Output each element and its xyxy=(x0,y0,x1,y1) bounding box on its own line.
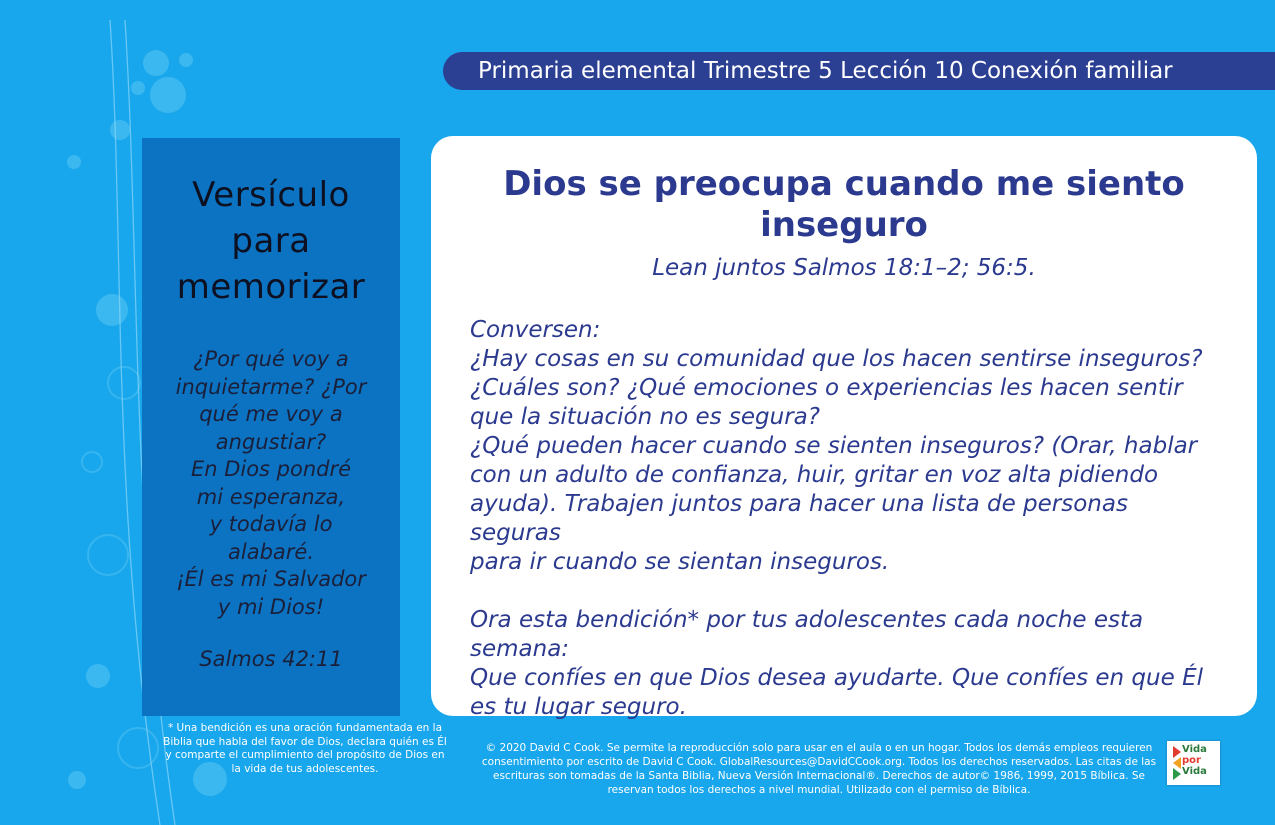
memory-title-line: Versículo xyxy=(192,175,350,215)
paragraph-gap xyxy=(470,577,1220,606)
verse-line: mi esperanza, xyxy=(196,484,346,509)
body-line: que la situación no es segura? xyxy=(470,404,820,430)
verse-line: y mi Dios! xyxy=(217,594,325,619)
body-line: para ir cuando se sientan inseguros. xyxy=(470,549,890,575)
verse-line: ¿Por qué voy a xyxy=(193,347,349,371)
lesson-body xyxy=(470,316,1220,722)
body-line: es tu lugar seguro. xyxy=(470,694,687,720)
body-line: Que confíes en que Dios desea ayudarte. Que confíes en que Él xyxy=(470,665,1203,691)
copyright-notice: © 2020 David C Cook. Se permite la reproducción solo para usar en el aula o en un hogar. Todos los demás empleos requieren consentimiento por escrito de David C Cook. GlobalResources@DavidCCook.org. Todos los derechos reservados. Las citas de las escrituras son tomadas de la Santa Biblia, Nueva Versión Internacional®. Derechos de autor© 1986, 1999, 2015 Bíblica. Se reservan todos los derechos a nivel mundial. Utilizado con el permiso de Bíblica. xyxy=(481,742,1157,796)
verse-line: inquietarme? ¿Por xyxy=(175,374,367,399)
logo-line: por xyxy=(1182,755,1201,766)
body-line: ¿Cuáles son? ¿Qué emociones o experiencias les hacen sentir xyxy=(470,375,1183,401)
verse-line: y todavía lo xyxy=(209,512,333,536)
verse-line: angustiar? xyxy=(215,429,327,454)
lesson-card xyxy=(431,136,1257,720)
blessing-footnote: * Una bendición es una oración fundamentada en la Biblia que habla del favor de Dios, declara quién es Él y comparte el cumplimiento del propósito de Dios en la vida de tus adolescentes. xyxy=(163,722,447,775)
body-line: ayuda). Trabajen juntos para hacer una lista de personas seguras xyxy=(470,491,1128,546)
memory-verse-text xyxy=(142,346,400,621)
lesson-banner xyxy=(443,52,1275,90)
logo-line: Vida xyxy=(1182,766,1207,777)
memory-title-line: memorizar xyxy=(176,267,366,307)
memory-verse-panel xyxy=(142,138,400,716)
logo-text xyxy=(1182,744,1207,777)
verse-reference: Salmos 42:11 xyxy=(199,647,343,671)
memory-title-line: para xyxy=(231,221,311,261)
logo-line: Vida xyxy=(1182,744,1207,755)
verse-line: En Dios pondré xyxy=(190,457,352,481)
body-line: Conversen: xyxy=(470,317,601,343)
verse-line: ¡Él es mi Salvador xyxy=(176,567,366,591)
memory-verse-title xyxy=(142,172,400,310)
lesson-subtitle: Lean juntos Salmos 18:1–2; 56:5. xyxy=(652,255,1036,281)
vida-por-vida-logo xyxy=(1167,741,1220,785)
body-line: ¿Hay cosas en su comunidad que los hacen sentirse inseguros? xyxy=(470,346,1203,372)
body-line: Ora esta bendición* por tus adolescentes cada noche esta xyxy=(470,607,1144,633)
verse-line: qué me voy a xyxy=(199,402,343,426)
lesson-title-line: Dios se preocupa cuando me siento xyxy=(503,164,1185,204)
lesson-title-line: inseguro xyxy=(760,205,928,245)
body-line: ¿Qué pueden hacer cuando se sienten inseguros? (Orar, hablar xyxy=(470,433,1198,459)
body-line: semana: xyxy=(470,636,570,662)
lesson-banner-text: Primaria elemental Trimestre 5 Lección 10 Conexión familiar xyxy=(478,58,1173,84)
verse-line: alabaré. xyxy=(228,539,314,564)
lesson-title xyxy=(431,164,1257,246)
body-line: con un adulto de confianza, huir, gritar en voz alta pidiendo xyxy=(470,462,1159,488)
